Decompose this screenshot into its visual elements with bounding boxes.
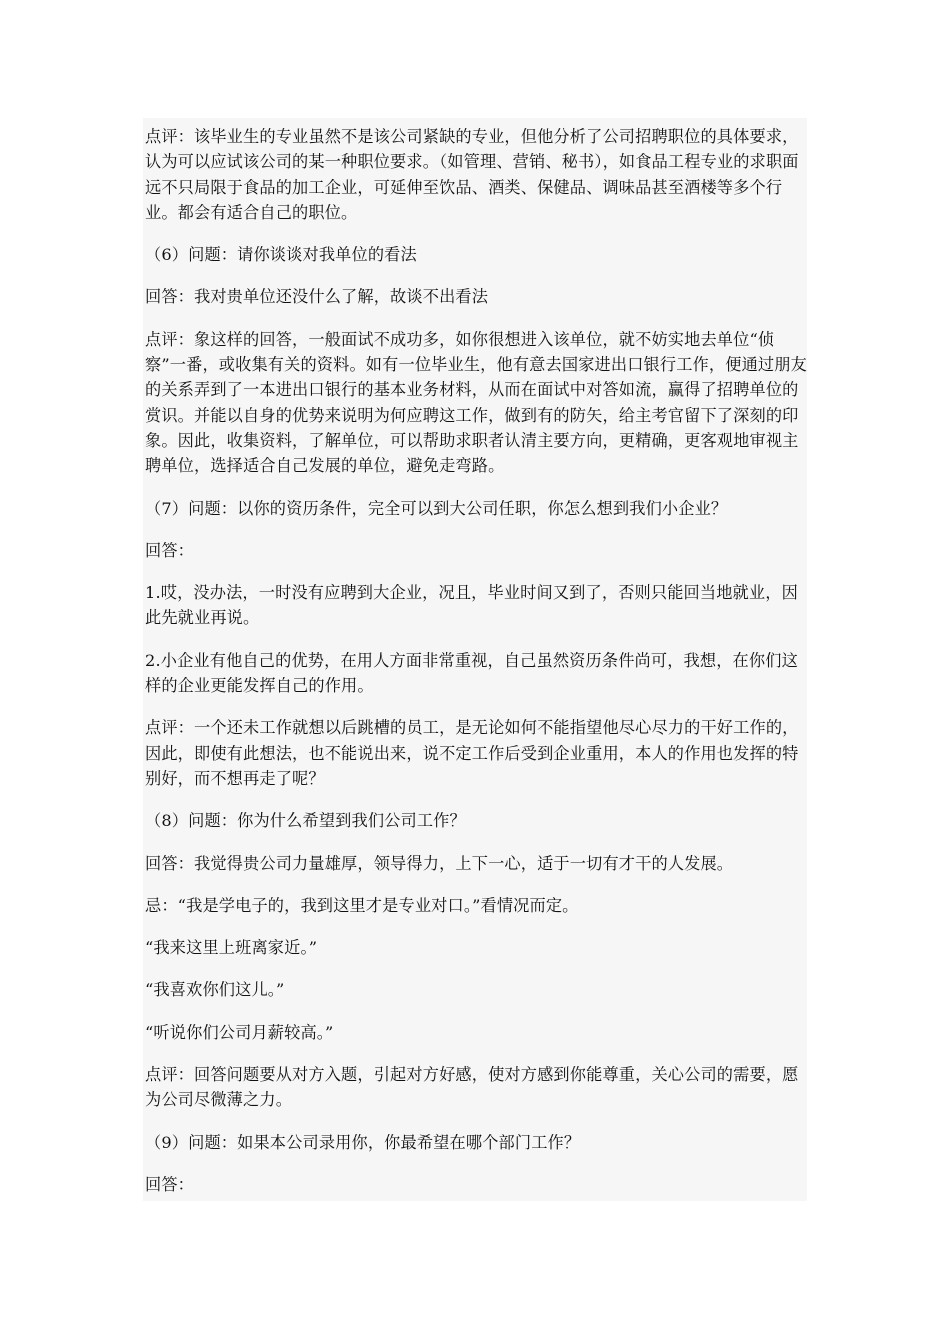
comment-paragraph-7: 点评：一个还未工作就想以后跳槽的员工，是无论如何不能指望他尽心尽力的干好工作的，因此，即使有此想法，也不能说出来，说不定工作后受到企业重用，本人的作用也发挥的特别好，而不想再走了呢？ xyxy=(145,718,799,788)
comment-paragraph-6: 点评：象这样的回答，一般面试不成功多，如你很想进入该单位，就不妨实地去单位“侦察”一番，或收集有关的资料。如有一位毕业生，他有意去国家进出口银行工作，便通过朋友的关系弄到了一本进出口银行的基本业务材料，从而在面试中对答如流，赢得了招聘单位的赏识。并能以自身的优势来说明为何应聘这工作，做到有的防矢，给主考官留下了深刻的印象。因此，收集资料，了解单位，可以帮助求职者认清主要方向，更精确，更客观地审视主聘单位，选择适合自己发展的单位，避免走弯路。 xyxy=(145,329,807,476)
question-6: （6）问题：请你谈谈对我单位的看法 xyxy=(145,245,417,265)
answer-9-label: 回答： xyxy=(145,1174,195,1194)
answer-7-option-1: 1.哎，没办法，一时没有应聘到大企业，况且，毕业时间又到了，否则只能回当地就业，因此先就业再说。 xyxy=(145,583,798,628)
question-9: （9）问题：如果本公司录用你，你最希望在哪个部门工作？ xyxy=(145,1132,581,1152)
comment-paragraph-1: 点评：该毕业生的专业虽然不是该公司紧缺的专业，但他分析了公司招聘职位的具体要求，认为可以应试该公司的某一种职位要求。（如管理、营销、秘书），如食品工程专业的求职面远不只局限于食品的加工企业，可延伸至饮品、酒类、保健品、调味品甚至酒楼等多个行业。都会有适合自己的职位。 xyxy=(145,127,799,222)
answer-6: 回答：我对贵单位还没什么了解，故谈不出看法 xyxy=(145,287,489,307)
question-7: （7）问题：以你的资历条件，完全可以到大公司任职，你怎么想到我们小企业？ xyxy=(145,498,728,518)
avoid-8-example-2: “我喜欢你们这儿。” xyxy=(145,980,285,1000)
avoid-8: 忌：“我是学电子的，我到这里才是专业对口。”看情况而定。 xyxy=(145,895,579,915)
document-body xyxy=(143,118,807,1201)
answer-7-label: 回答： xyxy=(145,540,195,560)
avoid-8-example-1: “我来这里上班离家近。” xyxy=(145,938,318,958)
comment-paragraph-8: 点评：回答问题要从对方入题，引起对方好感，使对方感到你能尊重，关心公司的需要，愿为公司尽微薄之力。 xyxy=(145,1065,799,1110)
avoid-8-example-3: “听说你们公司月薪较高。” xyxy=(145,1022,334,1042)
answer-7-option-2: 2.小企业有他自己的优势，在用人方面非常重视，自己虽然资历条件尚可，我想，在你们这样的企业更能发挥自己的作用。 xyxy=(145,650,798,696)
question-8: （8）问题：你为什么希望到我们公司工作？ xyxy=(145,811,466,831)
answer-8: 回答：我觉得贵公司力量雄厚，领导得力，上下一心，适于一切有才干的人发展。 xyxy=(145,853,734,873)
